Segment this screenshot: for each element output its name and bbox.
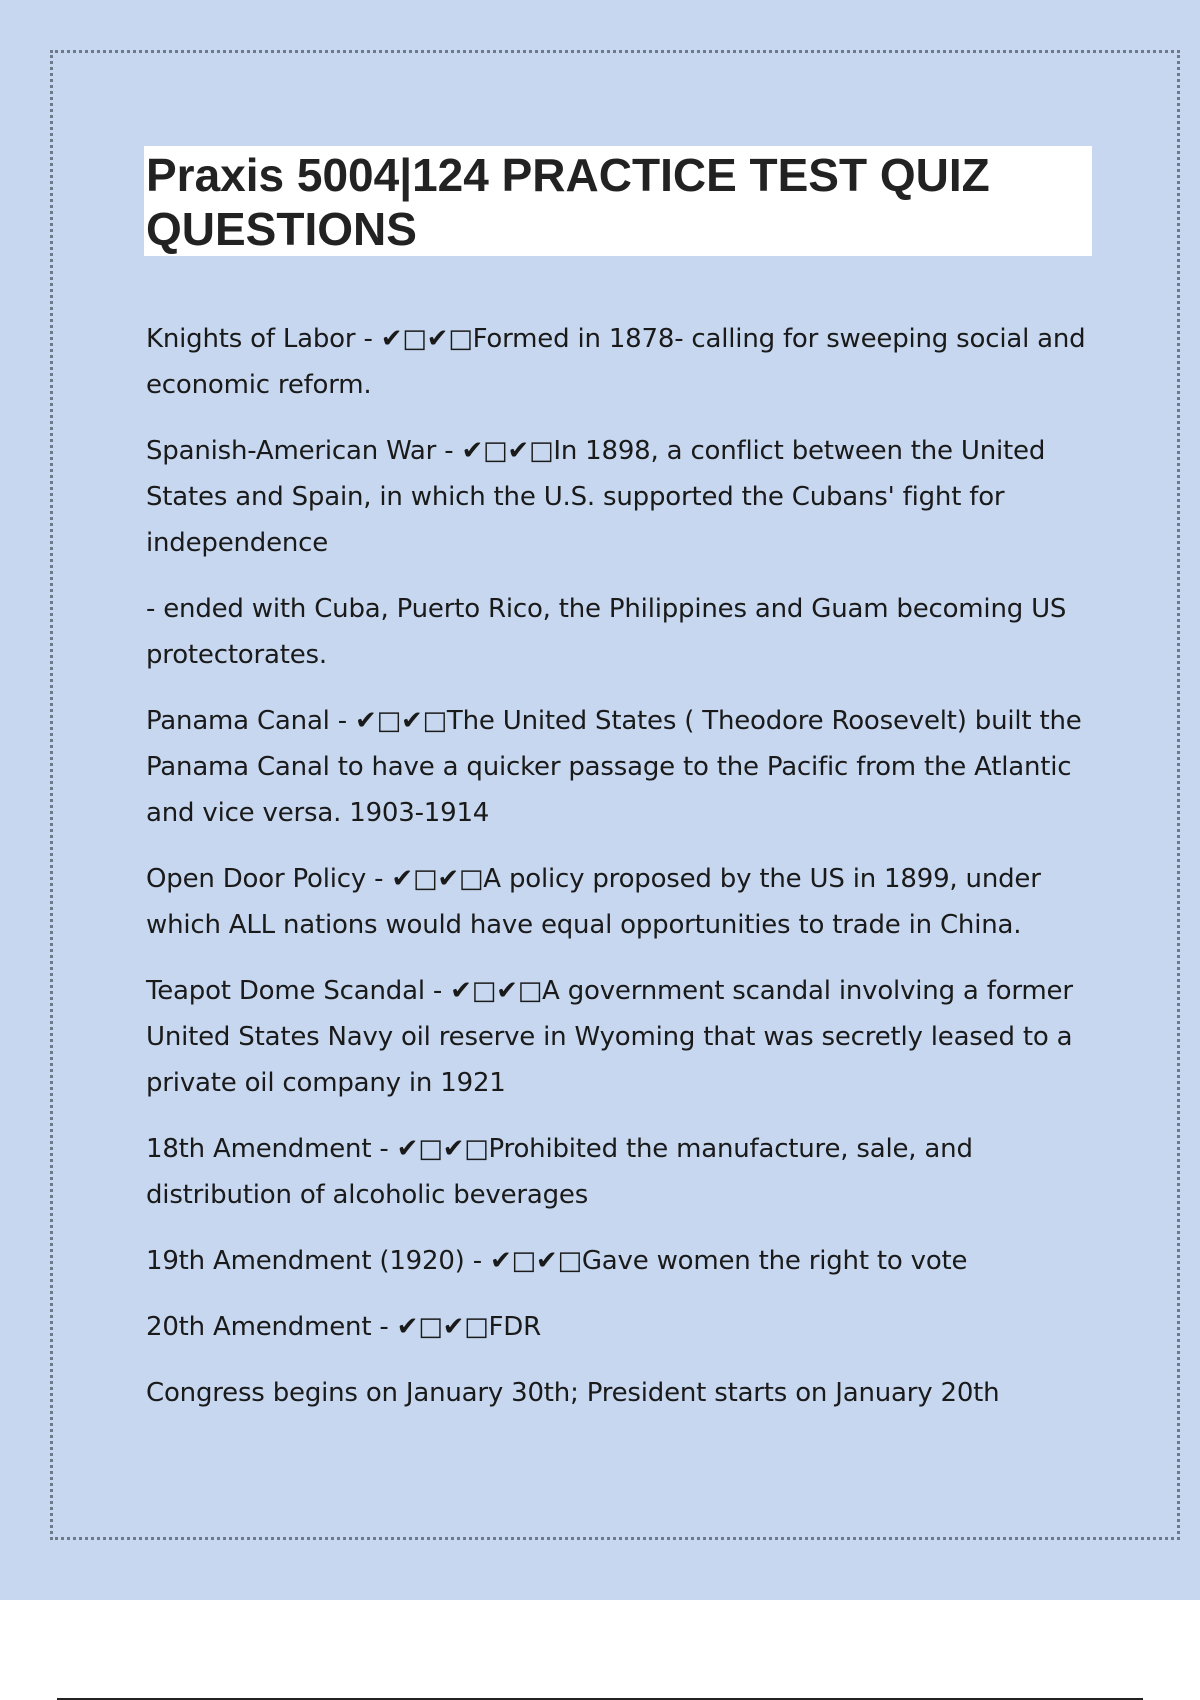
paragraph-teapot-dome-scandal: Teapot Dome Scandal - ✔□✔□A government scandal involving a former United States Navy oil reserve in Wyoming that was secretly leased to a private oil company in 1921 (146, 976, 1073, 1098)
paragraph-20th-amendment: 20th Amendment - ✔□✔□FDR (146, 1312, 541, 1342)
paragraph-war-outcome: - ended with Cuba, Puerto Rico, the Philippines and Guam becoming US protectorates. (146, 594, 1067, 670)
document-body (146, 316, 1096, 1436)
paragraph-spanish-american-war: Spanish-American War - ✔□✔□In 1898, a conflict between the United States and Spain, in which the U.S. supported the Cubans' fight for independence (146, 436, 1046, 558)
paragraph-open-door-policy: Open Door Policy - ✔□✔□A policy proposed by the US in 1899, under which ALL nations would have equal opportunities to trade in China. (146, 864, 1041, 940)
paragraph-panama-canal: Panama Canal - ✔□✔□The United States ( Theodore Roosevelt) built the Panama Canal to have a quicker passage to the Pacific from the Atlantic and vice versa. 1903-1914 (146, 706, 1082, 828)
paragraph-congress-dates: Congress begins on January 30th; President starts on January 20th (146, 1378, 1000, 1408)
paragraph-knights-of-labor: Knights of Labor - ✔□✔□Formed in 1878- calling for sweeping social and economic reform. (146, 324, 1086, 400)
paragraph-18th-amendment: 18th Amendment - ✔□✔□Prohibited the manufacture, sale, and distribution of alcoholic beverages (146, 1134, 973, 1210)
paragraph-19th-amendment: 19th Amendment (1920) - ✔□✔□Gave women the right to vote (146, 1246, 968, 1276)
document-title: Praxis 5004|124 PRACTICE TEST QUIZ QUESTIONS (146, 149, 990, 255)
title-box (144, 146, 1092, 256)
